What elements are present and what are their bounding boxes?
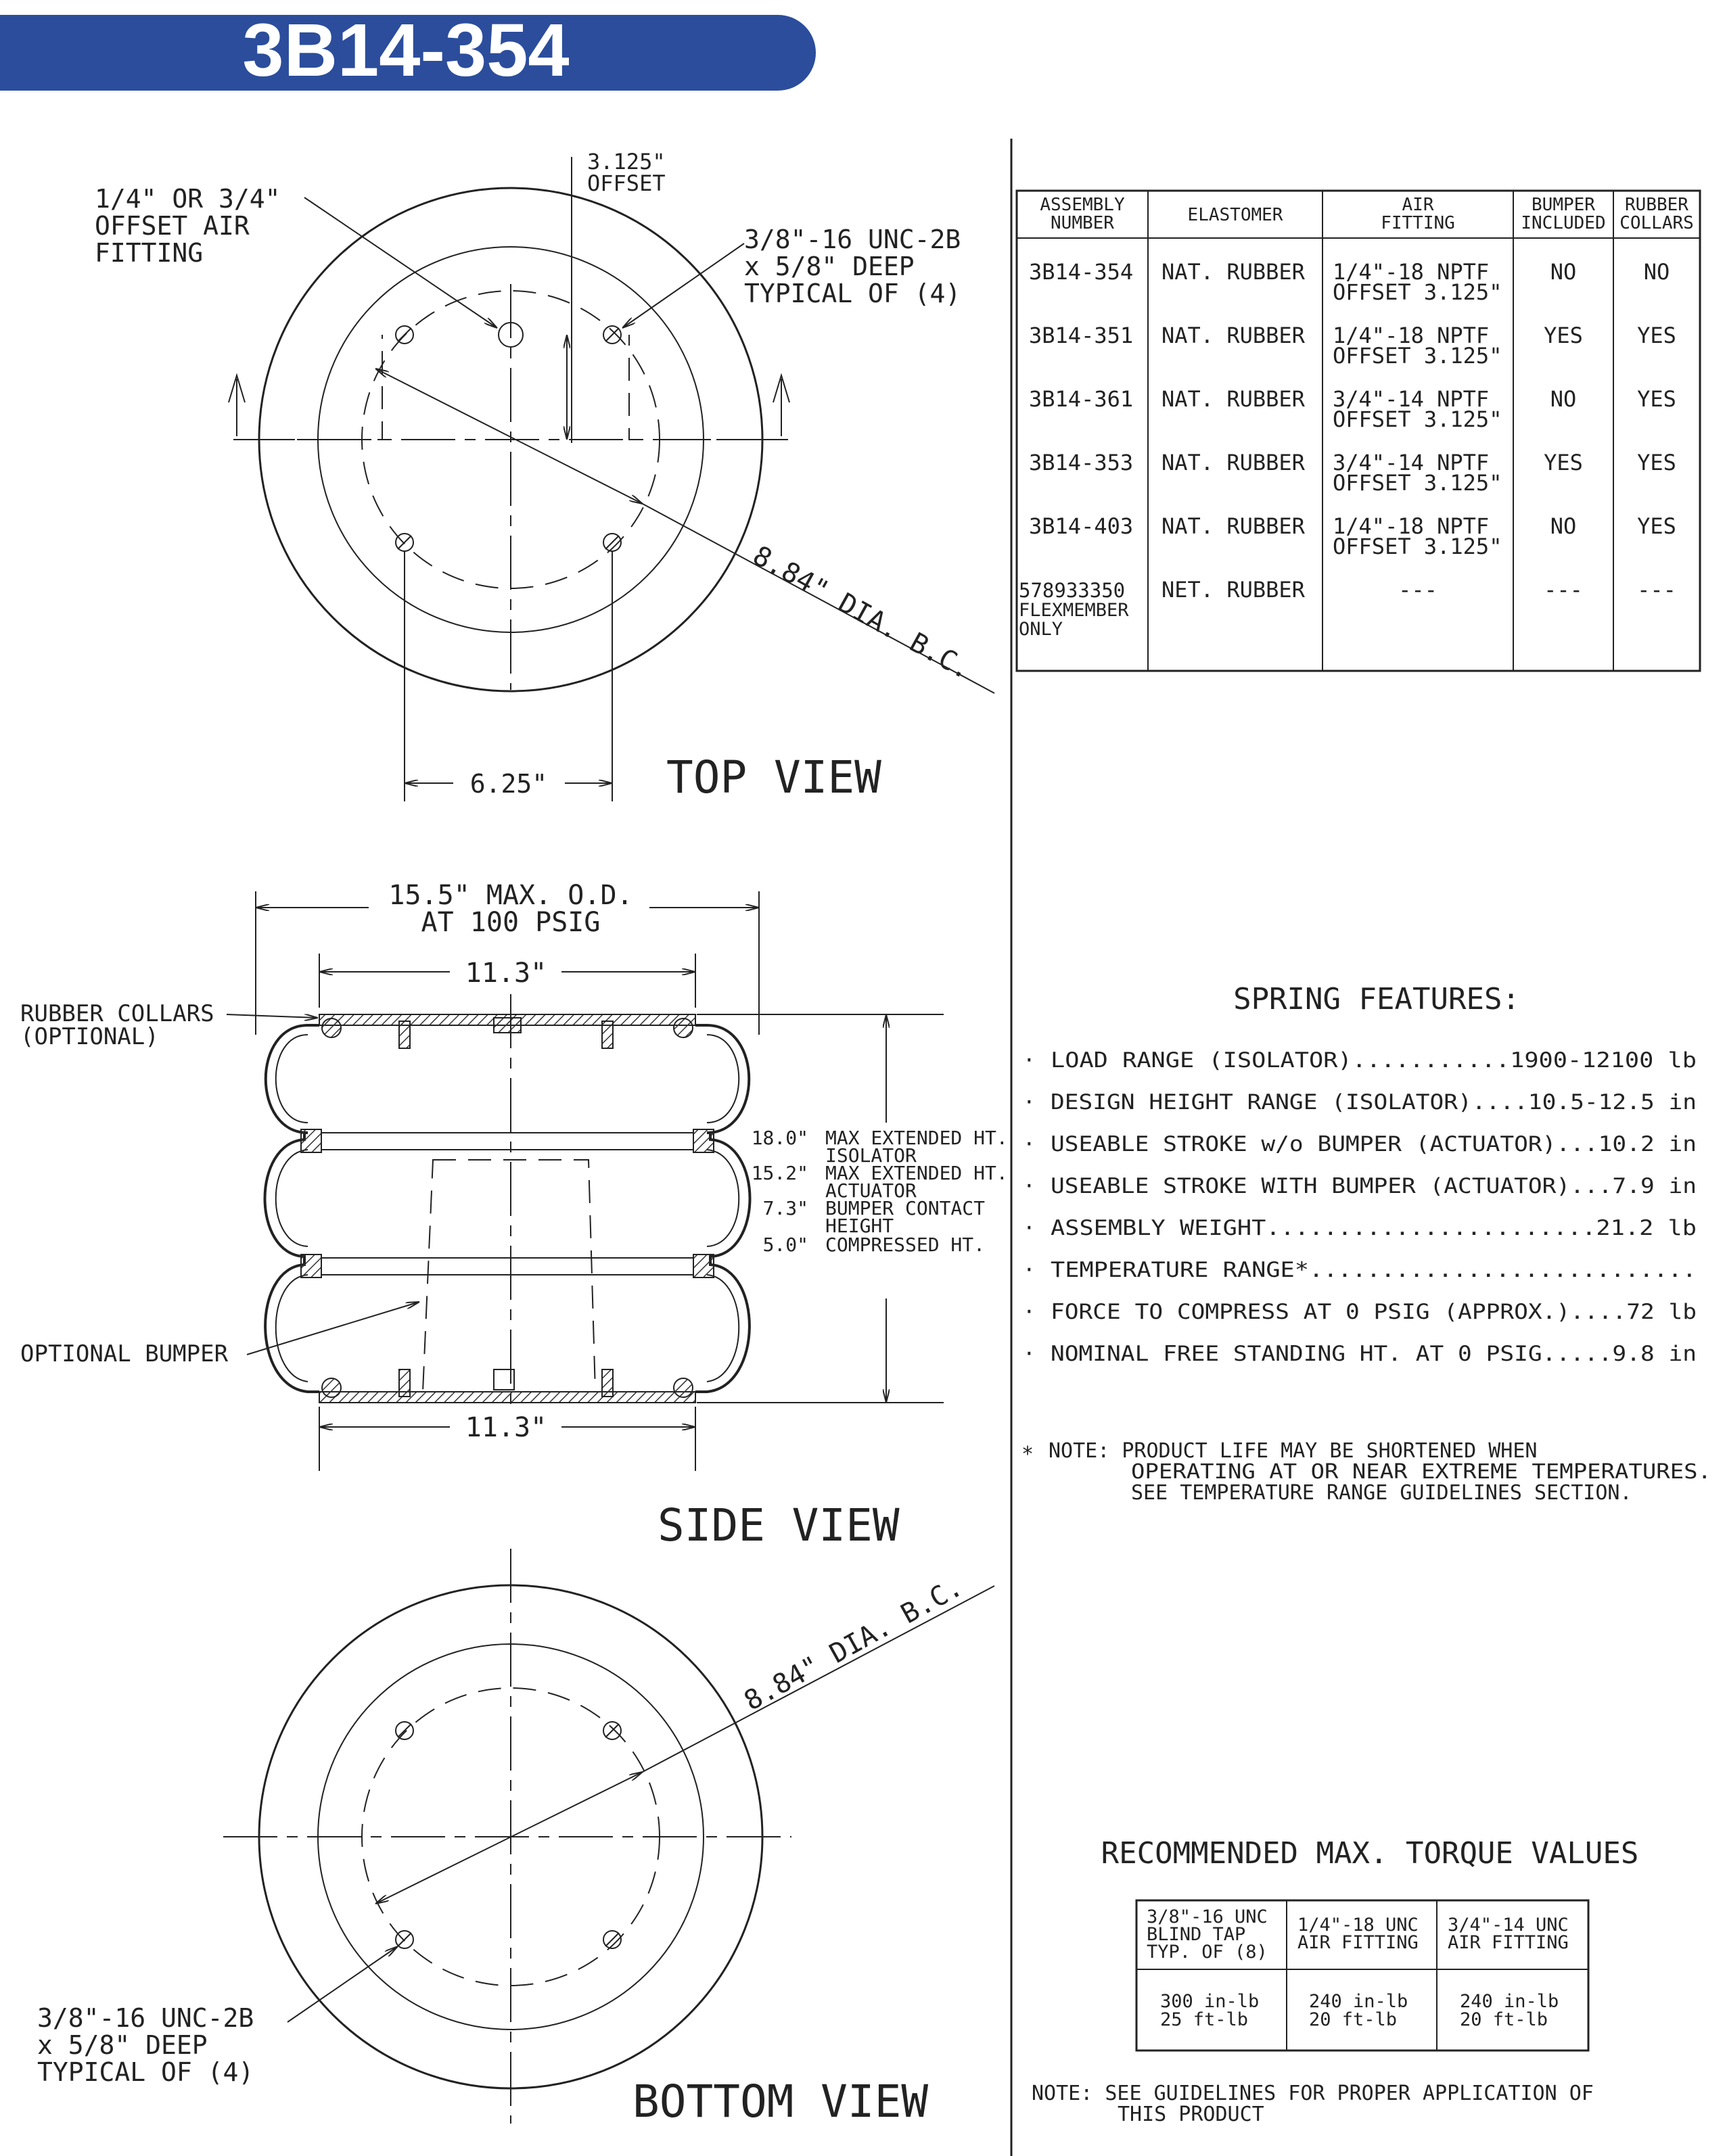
svg-text:TYPICAL OF (4): TYPICAL OF (4) bbox=[744, 279, 961, 308]
section-line-right bbox=[629, 335, 781, 440]
svg-text:ISOLATOR: ISOLATOR bbox=[825, 1144, 917, 1167]
svg-text:15.5" MAX. O.D.: 15.5" MAX. O.D. bbox=[388, 880, 633, 911]
table-row bbox=[1029, 450, 1676, 496]
optional-bumper-leader bbox=[247, 1302, 419, 1355]
tap-note-bottom bbox=[37, 2003, 254, 2087]
feature-list bbox=[1023, 1048, 1697, 1366]
svg-text:ONLY: ONLY bbox=[1019, 619, 1063, 640]
bottom-plate-dim-label: 11.3" bbox=[465, 1412, 547, 1443]
list-item: LOAD RANGE (ISOLATOR)...........1900-12100 lb bbox=[1051, 1048, 1697, 1073]
list-item: USEABLE STROKE w/o BUMPER (ACTUATOR)...10.2 in bbox=[1051, 1132, 1697, 1156]
table-header bbox=[1040, 195, 1693, 233]
bottom-plate bbox=[319, 1392, 695, 1403]
svg-text:NET. RUBBER: NET. RUBBER bbox=[1162, 577, 1305, 603]
svg-text:NO: NO bbox=[1643, 259, 1670, 285]
girdle-ring bbox=[693, 1255, 714, 1278]
list-item-bullet: · bbox=[1023, 1048, 1036, 1073]
svg-text:3B14-351: 3B14-351 bbox=[1029, 323, 1134, 348]
svg-text:3.125": 3.125" bbox=[587, 149, 666, 174]
svg-text:NAT. RUBBER: NAT. RUBBER bbox=[1162, 259, 1305, 285]
bottom-view bbox=[37, 1549, 994, 2128]
header-bumper: INCLUDED bbox=[1521, 213, 1606, 233]
svg-text:15.2": 15.2" bbox=[751, 1162, 808, 1184]
svg-text:NAT. RUBBER: NAT. RUBBER bbox=[1162, 513, 1305, 539]
svg-text:x 5/8" DEEP: x 5/8" DEEP bbox=[37, 2030, 208, 2060]
torque-value: 20 ft-lb bbox=[1309, 2009, 1398, 2030]
width-dim-label: 6.25" bbox=[469, 769, 548, 799]
svg-text:1/4" OR 3/4": 1/4" OR 3/4" bbox=[95, 184, 281, 214]
svg-text:NO: NO bbox=[1550, 259, 1577, 285]
svg-text:---: --- bbox=[1398, 577, 1438, 603]
top-plate-dim-label: 11.3" bbox=[465, 958, 547, 989]
svg-text:1/4"-18 NPTF: 1/4"-18 NPTF bbox=[1333, 323, 1490, 348]
list-item: ASSEMBLY WEIGHT.......................21.2 lb bbox=[1051, 1216, 1697, 1240]
bolt-circle-leader-bottom bbox=[375, 1772, 643, 1904]
tap-leader-bottom bbox=[288, 1946, 398, 2022]
list-item-bullet: · bbox=[1023, 1216, 1036, 1240]
offset-dim-label bbox=[587, 149, 666, 196]
svg-text:NO: NO bbox=[1550, 386, 1577, 412]
torque-header: TYP. OF (8) bbox=[1147, 1942, 1268, 1963]
svg-text:OFFSET 3.125": OFFSET 3.125" bbox=[1333, 470, 1502, 496]
girdle-ring bbox=[693, 1129, 714, 1152]
bead-crimp bbox=[674, 1018, 693, 1037]
svg-text:OFFSET AIR: OFFSET AIR bbox=[95, 211, 250, 241]
girdle-ring bbox=[301, 1255, 321, 1278]
list-item-bullet: · bbox=[1023, 1132, 1036, 1156]
torque-header: 3/4"-14 UNC bbox=[1448, 1915, 1569, 1936]
header-banner bbox=[0, 9, 816, 92]
header-assembly: ASSEMBLY bbox=[1040, 195, 1125, 215]
svg-text:---: --- bbox=[1637, 577, 1676, 603]
bellows-outline bbox=[695, 1025, 750, 1392]
header-bumper: BUMPER bbox=[1532, 195, 1595, 215]
svg-text:COMPRESSED HT.: COMPRESSED HT. bbox=[825, 1234, 986, 1256]
stud bbox=[399, 1021, 410, 1048]
svg-text:NAT. RUBBER: NAT. RUBBER bbox=[1162, 386, 1305, 412]
list-item: TEMPERATURE RANGE*........................... bbox=[1051, 1258, 1697, 1282]
svg-text:---: --- bbox=[1544, 577, 1583, 603]
tap-note-top bbox=[744, 225, 961, 308]
list-item: FORCE TO COMPRESS AT 0 PSIG (APPROX.)....72 lb bbox=[1051, 1300, 1697, 1324]
header-elastomer: ELASTOMER bbox=[1187, 205, 1283, 225]
svg-text:YES: YES bbox=[1637, 450, 1676, 475]
header-collars: RUBBER bbox=[1625, 195, 1688, 215]
list-item-bullet: · bbox=[1023, 1090, 1036, 1115]
list-item-bullet: · bbox=[1023, 1300, 1036, 1324]
list-item-bullet: · bbox=[1023, 1342, 1036, 1366]
bellows-outline bbox=[265, 1025, 320, 1392]
svg-text:YES: YES bbox=[1637, 386, 1676, 412]
torque-header: 1/4"-18 UNC bbox=[1297, 1915, 1419, 1936]
svg-text:FITTING: FITTING bbox=[95, 238, 204, 268]
svg-text:MAX EXTENDED HT.: MAX EXTENDED HT. bbox=[825, 1162, 1008, 1184]
svg-text:NAT. RUBBER: NAT. RUBBER bbox=[1162, 323, 1305, 348]
header-collars: COLLARS bbox=[1619, 213, 1694, 233]
torque-section bbox=[1032, 1836, 1638, 2126]
list-item: DESIGN HEIGHT RANGE (ISOLATOR)....10.5-12.5 in bbox=[1051, 1090, 1697, 1115]
top-view-label: TOP VIEW bbox=[666, 751, 881, 803]
torque-title: RECOMMENDED MAX. TORQUE VALUES bbox=[1101, 1836, 1639, 1871]
stud bbox=[602, 1369, 613, 1397]
svg-text:THIS PRODUCT: THIS PRODUCT bbox=[1118, 2103, 1264, 2126]
svg-text:x 5/8" DEEP: x 5/8" DEEP bbox=[744, 252, 915, 281]
svg-text:578933350: 578933350 bbox=[1019, 579, 1126, 602]
bead-crimp bbox=[322, 1018, 341, 1037]
torque-header: BLIND TAP bbox=[1147, 1924, 1246, 1945]
svg-text:(OPTIONAL): (OPTIONAL) bbox=[20, 1023, 159, 1050]
max-od-label bbox=[388, 880, 632, 938]
torque-header: AIR FITTING bbox=[1297, 1932, 1419, 1953]
svg-text:SEE TEMPERATURE RANGE GUIDELIN: SEE TEMPERATURE RANGE GUIDELINES SECTION. bbox=[1131, 1481, 1632, 1505]
girdle-ring bbox=[301, 1129, 321, 1152]
svg-text:OFFSET 3.125": OFFSET 3.125" bbox=[1333, 406, 1502, 432]
svg-text:MAX EXTENDED HT.: MAX EXTENDED HT. bbox=[825, 1127, 1008, 1149]
svg-text:3/4"-14 NPTF: 3/4"-14 NPTF bbox=[1333, 386, 1490, 412]
torque-table bbox=[1136, 1900, 1588, 2050]
top-view bbox=[95, 149, 994, 803]
svg-text:NOTE: PRODUCT LIFE MAY BE SHOR: NOTE: PRODUCT LIFE MAY BE SHORTENED WHEN bbox=[1049, 1439, 1538, 1463]
temperature-note bbox=[1021, 1439, 1711, 1505]
table-row bbox=[1029, 259, 1670, 305]
list-item-bullet: · bbox=[1023, 1174, 1036, 1198]
svg-text:5.0": 5.0" bbox=[762, 1234, 808, 1256]
bead-crimp bbox=[322, 1378, 341, 1397]
torque-header: 3/8"-16 UNC bbox=[1147, 1906, 1268, 1927]
svg-text:3/8"-16 UNC-2B: 3/8"-16 UNC-2B bbox=[744, 225, 961, 254]
bolt-circle-label-top: 8.84" DIA. B.C. bbox=[748, 540, 977, 686]
torque-value: 300 in-lb bbox=[1160, 1991, 1260, 2012]
air-fitting-note bbox=[95, 184, 281, 268]
svg-text:YES: YES bbox=[1637, 323, 1676, 348]
table-rows bbox=[1019, 259, 1676, 640]
svg-text:3/8"-16 UNC-2B: 3/8"-16 UNC-2B bbox=[37, 2003, 254, 2033]
svg-text:ACTUATOR: ACTUATOR bbox=[825, 1179, 917, 1202]
svg-text:1/4"-18 NPTF: 1/4"-18 NPTF bbox=[1333, 513, 1490, 539]
svg-text:NAT. RUBBER: NAT. RUBBER bbox=[1162, 450, 1305, 475]
svg-text:YES: YES bbox=[1637, 513, 1676, 539]
spring-features-title: SPRING FEATURES: bbox=[1233, 982, 1520, 1016]
optional-bumper bbox=[423, 1160, 595, 1392]
svg-text:OFFSET 3.125": OFFSET 3.125" bbox=[1333, 534, 1502, 559]
part-number-title: 3B14-354 bbox=[242, 9, 570, 92]
rubber-collars-label bbox=[20, 1000, 214, 1050]
svg-text:3B14-353: 3B14-353 bbox=[1029, 450, 1134, 475]
svg-text:NOTE: SEE GUIDELINES FOR PROPE: NOTE: SEE GUIDELINES FOR PROPER APPLICATION OF bbox=[1032, 2082, 1594, 2105]
side-view-label: SIDE VIEW bbox=[658, 1499, 900, 1551]
optional-bumper-label: OPTIONAL BUMPER bbox=[20, 1340, 229, 1367]
svg-text:AT 100 PSIG: AT 100 PSIG bbox=[421, 907, 601, 938]
torque-value: 25 ft-lb bbox=[1160, 2009, 1249, 2030]
table-row bbox=[1029, 323, 1676, 369]
svg-text:3B14-403: 3B14-403 bbox=[1029, 513, 1134, 539]
header-air-fitting: FITTING bbox=[1381, 213, 1455, 233]
svg-text:OFFSET 3.125": OFFSET 3.125" bbox=[1333, 279, 1502, 305]
table-row bbox=[1019, 577, 1676, 640]
svg-text:3B14-354: 3B14-354 bbox=[1029, 259, 1134, 285]
torque-value: 240 in-lb bbox=[1309, 1991, 1408, 2012]
table-row bbox=[1029, 513, 1676, 559]
svg-text:NO: NO bbox=[1550, 513, 1577, 539]
svg-text:BUMPER CONTACT: BUMPER CONTACT bbox=[825, 1197, 986, 1219]
stud bbox=[602, 1021, 613, 1048]
table-row bbox=[1029, 386, 1676, 432]
torque-value: 240 in-lb bbox=[1460, 1991, 1559, 2012]
torque-note bbox=[1032, 2082, 1594, 2126]
svg-text:OFFSET: OFFSET bbox=[587, 170, 666, 196]
svg-text:3/4"-14 NPTF: 3/4"-14 NPTF bbox=[1333, 450, 1490, 475]
height-list bbox=[752, 1127, 1008, 1256]
svg-text:TYPICAL OF (4): TYPICAL OF (4) bbox=[37, 2057, 254, 2087]
svg-text:1/4"-18 NPTF: 1/4"-18 NPTF bbox=[1333, 259, 1490, 285]
svg-text:RUBBER COLLARS: RUBBER COLLARS bbox=[20, 1000, 214, 1027]
svg-text:YES: YES bbox=[1544, 323, 1583, 348]
svg-text:7.3": 7.3" bbox=[762, 1197, 808, 1219]
air-fitting-boss bbox=[494, 1018, 521, 1033]
rubber-collars-leader bbox=[227, 1014, 318, 1018]
list-item: NOMINAL FREE STANDING HT. AT 0 PSIG.....9.8 in bbox=[1051, 1342, 1697, 1366]
spring-features bbox=[1021, 982, 1711, 1505]
air-fitting-leader bbox=[304, 197, 497, 328]
svg-text:YES: YES bbox=[1544, 450, 1583, 475]
bolt-circle-leader-top bbox=[375, 369, 643, 504]
assembly-table bbox=[1017, 191, 1700, 671]
svg-text:HEIGHT: HEIGHT bbox=[825, 1215, 894, 1237]
svg-text:OFFSET 3.125": OFFSET 3.125" bbox=[1333, 343, 1502, 369]
bolt-circle-label-bottom: 8.84" DIA. B.C. bbox=[739, 1571, 968, 1717]
list-item-bullet: · bbox=[1023, 1258, 1036, 1282]
side-view bbox=[20, 880, 1008, 1551]
svg-text:OPERATING AT OR NEAR EXTREME T: OPERATING AT OR NEAR EXTREME TEMPERATURES. bbox=[1131, 1460, 1711, 1484]
svg-text:18.0": 18.0" bbox=[751, 1127, 808, 1149]
header-air-fitting: AIR bbox=[1402, 195, 1434, 215]
list-item: USEABLE STROKE WITH BUMPER (ACTUATOR)...7.9 in bbox=[1051, 1174, 1697, 1198]
bottom-view-label: BOTTOM VIEW bbox=[632, 2076, 929, 2128]
torque-header: AIR FITTING bbox=[1448, 1932, 1569, 1953]
top-bolt-holes bbox=[396, 326, 621, 551]
bead-crimp bbox=[674, 1378, 693, 1397]
bottom-bolt-holes bbox=[396, 1722, 621, 1948]
torque-value: 20 ft-lb bbox=[1460, 2009, 1548, 2030]
note-marker: * bbox=[1021, 1443, 1034, 1466]
header-assembly: NUMBER bbox=[1051, 213, 1114, 233]
svg-text:FLEXMEMBER: FLEXMEMBER bbox=[1019, 600, 1129, 621]
stud bbox=[399, 1369, 410, 1397]
svg-text:3B14-361: 3B14-361 bbox=[1029, 386, 1134, 412]
